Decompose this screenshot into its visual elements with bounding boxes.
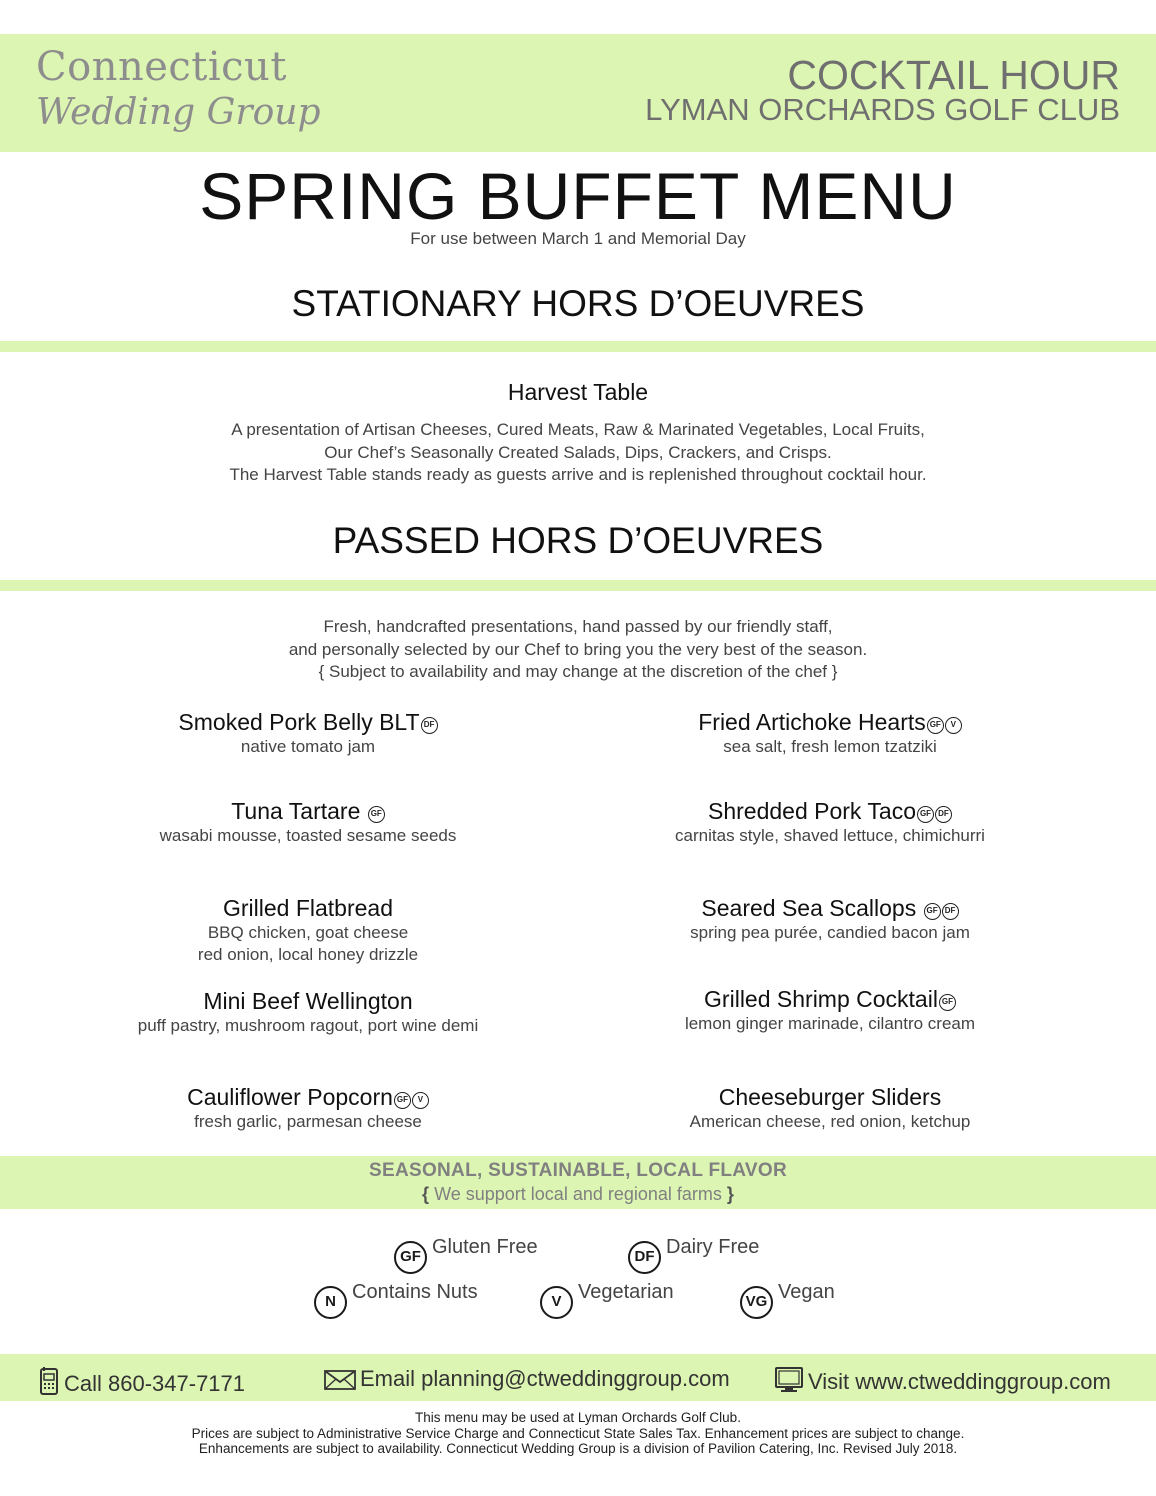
menu-item [602,1083,1058,1133]
menu-item-name: Cheeseburger Sliders [718,1084,942,1110]
menu-item [602,797,1058,847]
menu-item [80,987,536,1037]
menu-item-name: Seared Sea Scallops [701,895,917,921]
envelope-icon [324,1369,356,1391]
passed-intro [0,616,1156,684]
seasonal-tagline: SEASONAL, SUSTAINABLE, LOCAL FLAVOR [369,1160,787,1181]
seasonal-subline-text: We support local and regional farms [434,1184,722,1204]
legend-label: Vegan [778,1281,835,1303]
intro-line: and personally selected by our Chef to bring you the very best of the season. [288,639,868,659]
menu-item-name: Fried Artichoke Hearts [698,709,926,735]
menu-item-description: American cheese, red onion, ketchup [689,1112,971,1131]
menu-item-name: Grilled Shrimp Cocktail [704,986,938,1012]
dairy-free-icon: DF [628,1241,661,1274]
seasonal-subline [0,1184,1156,1205]
description-line: Our Chef’s Seasonally Created Salads, Dips, Crackers, and Crisps. [324,442,832,462]
gluten-free-badge-icon: GF [394,1092,411,1109]
legend-label: Dairy Free [666,1236,760,1258]
visit-link[interactable] [774,1366,1111,1395]
menu-item [602,708,1058,758]
contains-nuts-icon: N [314,1286,347,1319]
gluten-free-icon: GF [394,1241,427,1274]
header-venue: LYMAN ORCHARDS GOLF CLUB [645,92,1120,127]
vegetarian-badge-icon: V [412,1092,429,1109]
menu-item-name: Mini Beef Wellington [203,988,413,1014]
menu-item [602,985,1058,1035]
email-link[interactable] [324,1366,730,1392]
call-text: Call 860-347-7171 [64,1371,246,1396]
contact-band [0,1354,1156,1401]
header-band [0,34,1156,152]
passed-heading: PASSED HORS D’OEUVRES [332,520,824,561]
description-line: A presentation of Artisan Cheeses, Cured Meats, Raw & Marinated Vegetables, Local Fruits, [231,420,925,439]
menu-item-name: Smoked Pork Belly BLT [178,709,420,735]
menu-item-description: lemon ginger marinade, cilantro cream [684,1014,976,1033]
legend-contains-nuts [314,1281,478,1319]
call-link[interactable] [38,1366,245,1397]
footer-line: This menu may be used at Lyman Orchards Golf Club. [415,1410,741,1425]
menu-item-description: red onion, local honey drizzle [197,945,419,964]
header-title: COCKTAIL HOUR [787,52,1120,98]
gluten-free-badge-icon: GF [939,994,956,1011]
gluten-free-badge-icon: GF [917,806,934,823]
logo-line-2: Wedding Group [36,92,321,133]
legend-vegetarian [540,1281,674,1319]
vegetarian-badge-icon: V [945,717,962,734]
phone-icon [38,1366,60,1396]
vegetarian-icon: V [540,1286,573,1319]
divider-band [0,580,1156,591]
menu-item-description: spring pea purée, candied bacon jam [690,923,970,942]
intro-line: { Subject to availability and may change at the discretion of the chef } [318,662,838,681]
visit-text: Visit www.ctweddinggroup.com [808,1369,1111,1394]
legend-dairy-free [628,1236,759,1274]
menu-item [80,797,536,847]
menu-item-description: native tomato jam [240,737,376,756]
menu-item-name: Cauliflower Popcorn [187,1084,393,1110]
harvest-table-title: Harvest Table [507,379,649,405]
stationary-heading: STATIONARY HORS D’OEUVRES [291,283,865,324]
footer-line: Enhancements are subject to availability. Connecticut Wedding Group is a division of Pavilion Catering, Inc. Revised July 2018. [198,1441,958,1456]
page-subtitle: For use between March 1 and Memorial Day [410,229,746,248]
dairy-free-badge-icon: DF [942,903,959,920]
dairy-free-badge-icon: DF [935,806,952,823]
menu-item [80,1083,536,1133]
menu-item-description: puff pastry, mushroom ragout, port wine demi [137,1016,479,1035]
legend-label: Gluten Free [432,1236,538,1258]
vegan-icon: VG [740,1286,773,1319]
email-text: Email planning@ctweddinggroup.com [360,1366,730,1391]
menu-item [80,894,536,966]
menu-item-description: carnitas style, shaved lettuce, chimichurri [675,826,985,845]
description-line: The Harvest Table stands ready as guests arrive and is replenished throughout cocktail hour. [229,465,927,484]
menu-item-name: Grilled Flatbread [222,895,394,921]
dairy-free-badge-icon: DF [421,717,438,734]
divider-band [0,341,1156,352]
menu-item-name: Tuna Tartare [231,798,361,824]
page-title: SPRING BUFFET MENU [199,159,957,233]
footer-disclaimer [0,1410,1156,1457]
harvest-table-description [0,419,1156,487]
brace-open: { [422,1184,430,1204]
brace-close: } [726,1184,734,1204]
menu-item-description: wasabi mousse, toasted sesame seeds [159,826,457,845]
menu-item-name: Shredded Pork Taco [708,798,916,824]
menu-item [602,894,1058,944]
seasonal-band [0,1156,1156,1209]
gluten-free-badge-icon: GF [927,717,944,734]
menu-item-description: fresh garlic, parmesan cheese [194,1112,422,1131]
intro-line: Fresh, handcrafted presentations, hand passed by our friendly staff, [323,617,833,636]
legend-label: Contains Nuts [352,1281,478,1303]
menu-item-description: BBQ chicken, goat cheese [207,923,409,942]
logo-line-1: Connecticut [36,44,287,90]
footer-line: Prices are subject to Administrative Service Charge and Connecticut State Sales Tax. Enhancement prices are subject to change. [191,1425,965,1441]
legend-gluten-free [394,1236,538,1274]
menu-item [80,708,536,758]
menu-item-description: sea salt, fresh lemon tzatziki [723,737,937,756]
legend-vegan [740,1281,835,1319]
monitor-icon [774,1366,804,1394]
gluten-free-badge-icon: GF [368,806,385,823]
legend-label: Vegetarian [578,1281,674,1303]
gluten-free-badge-icon: GF [924,903,941,920]
